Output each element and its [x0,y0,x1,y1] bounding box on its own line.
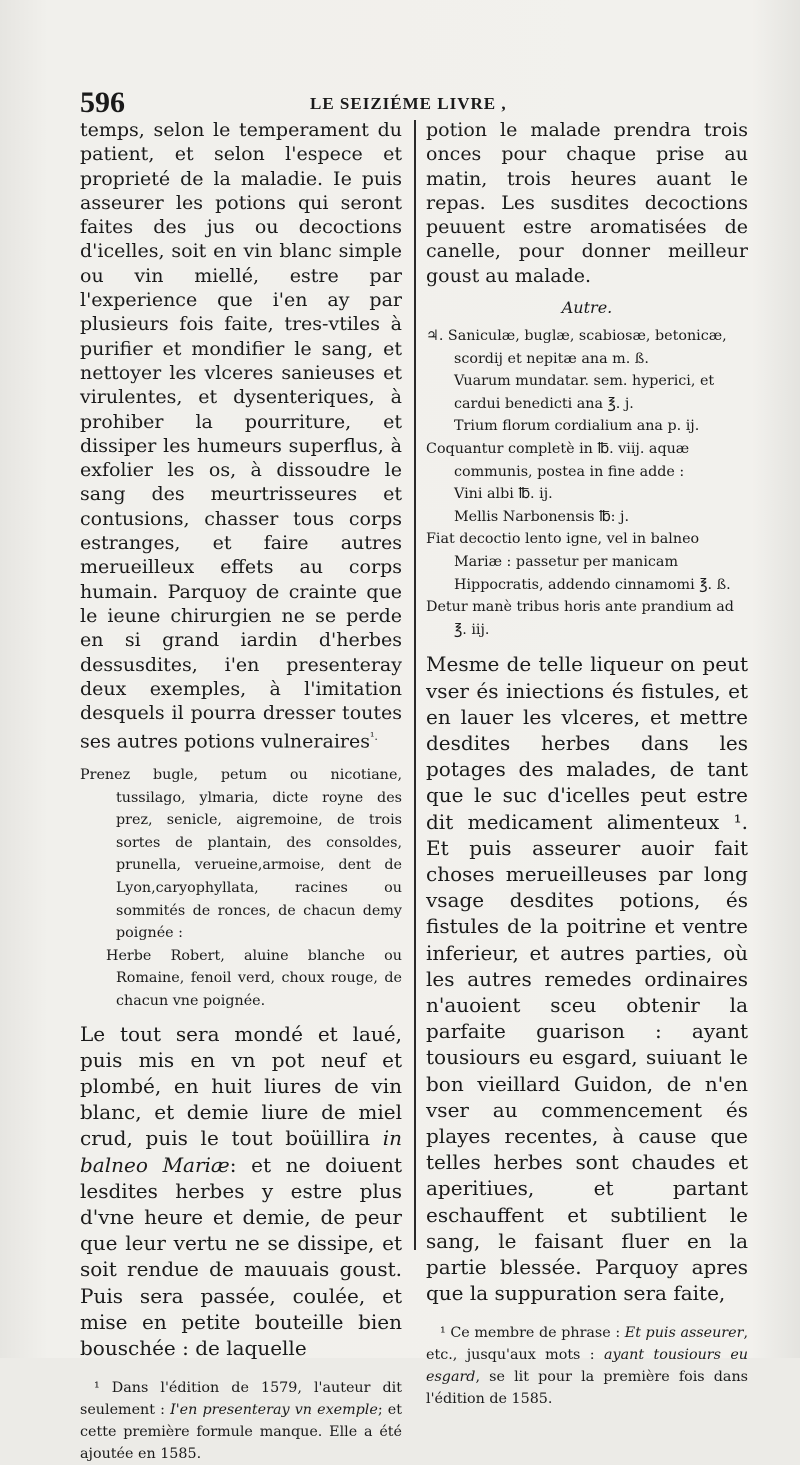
column-divider [414,120,416,1250]
left-column [80,118,402,1465]
right-footnote-text-c: , se lit pour la première fois dans l'édition de 1585. [426,1369,748,1408]
footnote-ref: ¹. [369,730,378,744]
prescription-line: Mellis Narbonensis ℔: j. [454,508,630,525]
prescription-line: Trium florum cordialium ana p. ij. [454,418,700,435]
prescription-line: Vuarum mundatar. sem. hyperici, et cardui benedicti ana ℥. j. [454,373,715,412]
section-heading-autre: Autre. [561,298,613,318]
prescription-line: Fiat decoctio lento igne, vel in balneo Mariæ : passetur per manicam Hippocratis, addendo cinnamomi ℥. ß. [426,531,731,593]
left-footnote-italic: I'en presenteray vn exemple [170,1402,378,1419]
prescription-line: Coquantur completè in ℔. viij. aquæ communis, postea in fine adde : [426,441,690,480]
running-head: LE SEIZIÉME LIVRE , [310,94,507,113]
right-footnote-text-a: ¹ Ce membre de phrase : [440,1325,625,1342]
recipe-line: Herbe Robert, aluine blanche ou Romaine, fenoil verd, choux rouge, de chacun vne poignée. [106,947,402,1009]
right-footnote-text-b: , etc., jusqu'aux mots : [426,1325,748,1364]
prescription-list [426,325,748,641]
right-paragraph-2: Mesme de telle liqueur on peut vser és iniections és fistules, et en lauer les vlceres, et mettre desdites herbes dans les potages des malades, de tant que le suc d'icelles peut estre dit medicament alimenteux ¹. Et puis asseurer auoir fait choses merueilleuses par long vsage desdites potions, és fistules de la poitrine et ventre inferieur, et autres parties, où les autres remedes ordinaires n'auoient sceu obtenir la parfaite guarison : ayant tousiours eu esgard, suiuant le bon vieillard Guidon, de n'en vser au commencement és playes recentes, à cause que telles herbes sont chaudes et aperitiues, et partant eschauffent et subtilient le sang, le faisant fluer en la partie blessée. Parquoy apres que la suppuration sera faite, [426,652,748,1306]
right-column [426,118,748,1410]
right-footnote-italic-2: ayant tousiours eu esgard [426,1347,749,1386]
right-paragraph-1: potion le malade prendra trois onces pour chaque prise au matin, trois heures auant le repas. Les susdites decoctions peuuent estre aromatisées de canelle, pour donner meilleur goust au malade. [426,119,748,287]
left-footnote [80,1377,402,1465]
left-paragraph-2 [80,1021,402,1362]
prescription-line: ♃. Saniculæ, buglæ, scabiosæ, betonicæ, scordij et nepitæ ana m. ß. [426,328,727,367]
left-paragraph-1-text: temps, selon le temperament du patient, et selon l'espece et proprieté de la maladie. Ie puis asseurer les potions qui seront faites des jus ou decoctions d'icelles, soit en vin blanc simple ou vin miellé, estre par l'experience que i'en ay par plusieurs fois faite, tres-vtiles à purifier et mondifier le sang, et nettoyer les vlceres sanieuses et virulentes, et dysenteriques, à prohiber la pourriture, et dissiper les humeurs superflus, à exfolier les os, à dissoudre le sang des meurtrisseures et contusions, chasser tous corps estranges, et faire autres merueilleux effets au corps humain. Parquoy de crainte que le ieune chirurgien ne se perde en si grand iardin d'herbes dessusdites, i'en presenteray deux exemples, à l'imitation desquels il pourra dresser toutes ses autres potions vulneraires [80,119,402,753]
recipe-list [80,764,402,1013]
left-paragraph-2-text-b: : et ne doiuent lesdites herbes y estre plus d'vne heure et demie, de peur que leur vertu ne se dissipe, et soit rendue de mauuais goust. Puis sera passée, coulée, et mise en petite bouteille bien bouschée : de laquelle [80,1152,402,1361]
left-paragraph-2-italic: in balneo Mariæ [80,1126,402,1177]
page-header [80,86,760,120]
right-footnote [426,1322,748,1410]
recipe-line: Prenez bugle, petum ou nicotiane, tussilago, ylmaria, dicte royne des prez, senicle, aigremoine, de trois sortes de plantain, des consoldes, prunella, verueine,armoise, dent de Lyon,caryophyllata, racines ou sommités de ronces, de chacun demy poignée : [80,767,402,942]
page-number: 596 [80,86,125,119]
left-footnote-text-b: ; et cette première formule manque. Elle a été ajoutée en 1585. [80,1402,402,1463]
right-footnote-italic-1: Et puis asseurer [624,1325,744,1342]
left-footnote-text-a: ¹ Dans l'édition de 1579, l'auteur dit seulement : [80,1380,402,1419]
left-paragraph-1 [80,118,402,754]
prescription-line: Vini albi ℔. ij. [454,486,553,503]
left-paragraph-2-text-a: Le tout sera mondé et laué, puis mis en vn pot neuf et plombé, en huit liures de vin blanc, et demie liure de miel crud, puis le tout boüillira [80,1021,402,1151]
prescription-line: Detur manè tribus horis ante prandium ad ℥. iij. [426,599,734,638]
